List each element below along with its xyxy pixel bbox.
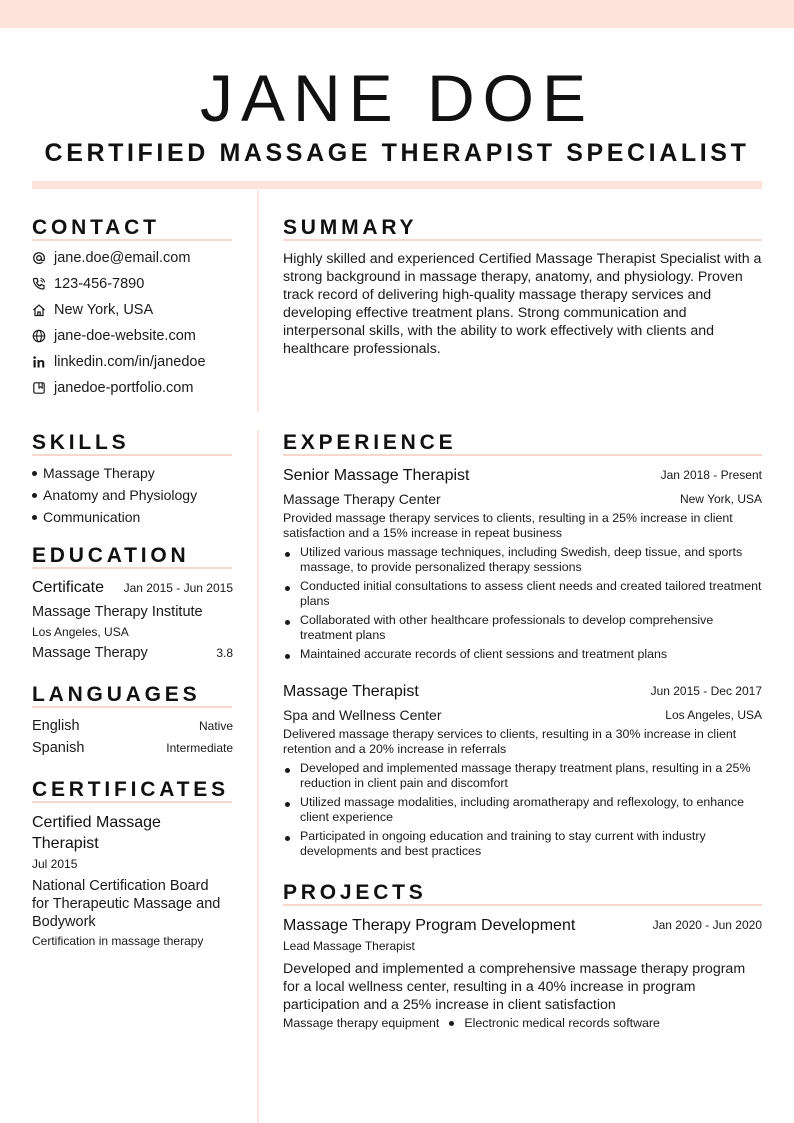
job-title: Massage Therapist bbox=[283, 683, 419, 700]
job-company: Massage Therapy Center bbox=[283, 491, 441, 507]
column-divider-top bbox=[257, 190, 259, 412]
job-bullet: Maintained accurate records of client sessions and treatment plans bbox=[283, 647, 763, 662]
education-location: Los Angeles, USA bbox=[32, 625, 129, 639]
job-company: Spa and Wellness Center bbox=[283, 707, 442, 723]
job-description: Provided massage therapy services to clients, resulting in a 25% increase in client satisfaction and a 15% increase in repeat business bbox=[283, 511, 733, 540]
contact-heading-rule bbox=[32, 239, 232, 241]
project-title: Massage Therapy Program Development bbox=[283, 917, 576, 934]
email-icon bbox=[32, 251, 46, 265]
candidate-name: JANE DOE bbox=[199, 61, 595, 135]
languages-heading: LANGUAGES bbox=[32, 683, 201, 706]
education-institution: Massage Therapy Institute bbox=[32, 604, 203, 620]
certificate-issuer-line2: for Therapeutic Massage and bbox=[32, 896, 221, 912]
contact-website-text: jane-doe-website.com bbox=[54, 328, 196, 344]
languages-heading-rule bbox=[32, 706, 232, 708]
summary-heading-rule bbox=[283, 239, 762, 241]
certificate-issuer-line3: Bodywork bbox=[32, 914, 96, 930]
job-title: Senior Massage Therapist bbox=[283, 467, 470, 484]
certificate-note: Certification in massage therapy bbox=[32, 934, 204, 948]
contact-linkedin-text: linkedin.com/in/janedoe bbox=[54, 354, 206, 370]
projects-heading-rule bbox=[283, 904, 762, 906]
skills-heading-rule bbox=[32, 454, 232, 456]
skill-item: Communication bbox=[32, 509, 140, 525]
job-location: Los Angeles, USA bbox=[665, 708, 762, 722]
job-dates: Jun 2015 - Dec 2017 bbox=[650, 684, 762, 698]
tool-separator bbox=[449, 1021, 454, 1026]
project-tools bbox=[283, 1016, 660, 1030]
certificates-heading: CERTIFICATES bbox=[32, 778, 229, 801]
job-bullet: Utilized various massage techniques, including Swedish, deep tissue, and sports massage, to provide personalized therapy sessions bbox=[283, 545, 763, 575]
contact-website[interactable] bbox=[32, 326, 196, 346]
education-heading: EDUCATION bbox=[32, 544, 190, 567]
language-level: Intermediate bbox=[166, 741, 233, 755]
project-tool: Massage therapy equipment bbox=[283, 1016, 440, 1030]
job-bullet: Participated in ongoing education and training to stay current with industry developments and best practices bbox=[283, 829, 763, 859]
education-gpa: 3.8 bbox=[216, 646, 233, 660]
summary-heading: SUMMARY bbox=[283, 216, 418, 239]
contact-location bbox=[32, 300, 153, 320]
certificate-date: Jul 2015 bbox=[32, 857, 78, 871]
experience-heading: EXPERIENCE bbox=[283, 431, 457, 454]
contact-email-text: jane.doe@email.com bbox=[54, 250, 191, 266]
language-name: English bbox=[32, 718, 80, 734]
language-level: Native bbox=[198, 719, 233, 733]
projects-heading: PROJECTS bbox=[283, 881, 427, 904]
phone-icon bbox=[32, 277, 46, 291]
job-description: Delivered massage therapy services to clients, resulting in a 30% increase in client retention and a 20% increase in referrals bbox=[283, 727, 737, 756]
certificate-name-line1: Certified Massage bbox=[32, 814, 161, 831]
project-dates: Jan 2020 - Jun 2020 bbox=[652, 918, 762, 932]
job-bullet: Utilized massage modalities, including aromatherapy and reflexology, to enhance client experience bbox=[283, 795, 763, 825]
portfolio-icon bbox=[32, 381, 46, 395]
project-description: Developed and implemented a comprehensive massage therapy program for a local wellness center, resulting in a 40% increase in program participation and a 25% increase in client satisfaction bbox=[283, 961, 746, 1013]
job-dates: Jan 2018 - Present bbox=[660, 468, 762, 482]
linkedin-icon bbox=[32, 355, 46, 369]
certificate-issuer-line1: National Certification Board bbox=[32, 878, 209, 894]
contact-portfolio[interactable] bbox=[32, 378, 193, 398]
education-heading-rule bbox=[32, 567, 232, 569]
certificate-name-line2: Therapist bbox=[32, 835, 99, 852]
skills-heading: SKILLS bbox=[32, 431, 130, 454]
column-divider-bottom bbox=[257, 430, 259, 1123]
job-bullet: Developed and implemented massage therapy treatment plans, resulting in a 25% reduction in client pain and discomfort bbox=[283, 761, 763, 791]
skill-item: Massage Therapy bbox=[32, 465, 155, 481]
contact-phone-text: 123-456-7890 bbox=[54, 276, 145, 292]
experience-heading-rule bbox=[283, 454, 762, 456]
project-tool: Electronic medical records software bbox=[464, 1016, 660, 1030]
contact-location-text: New York, USA bbox=[54, 302, 154, 318]
project-role: Lead Massage Therapist bbox=[283, 939, 415, 953]
home-icon bbox=[32, 303, 46, 317]
job-bullet: Conducted initial consultations to assess client needs and created tailored treatment plans bbox=[283, 579, 763, 609]
top-accent-band bbox=[0, 0, 794, 28]
candidate-title: CERTIFIED MASSAGE THERAPIST SPECIALIST bbox=[44, 139, 750, 167]
contact-portfolio-text: janedoe-portfolio.com bbox=[54, 380, 194, 396]
job-location: New York, USA bbox=[679, 492, 762, 506]
contact-heading: CONTACT bbox=[32, 216, 160, 239]
summary-text: Highly skilled and experienced Certified Massage Therapist Specialist with a strong background in massage therapy, anatomy, and physiology. Proven track record of delivering high-quality massage therapy services and developing effective treatment plans. Strong communication and interpersonal skills, with the ability to work effectively with clients and healthcare professionals. bbox=[283, 251, 762, 357]
education-dates: Jan 2015 - Jun 2015 bbox=[123, 581, 233, 595]
globe-icon bbox=[32, 329, 46, 343]
certificates-heading-rule bbox=[32, 801, 232, 803]
header-divider bbox=[32, 181, 762, 189]
skill-item: Anatomy and Physiology bbox=[32, 487, 197, 503]
education-field: Massage Therapy bbox=[32, 645, 148, 661]
job-bullet: Collaborated with other healthcare professionals to develop comprehensive treatment plans bbox=[283, 613, 763, 643]
language-name: Spanish bbox=[32, 740, 85, 756]
contact-email[interactable] bbox=[32, 248, 190, 268]
contact-linkedin[interactable] bbox=[32, 352, 206, 372]
contact-phone[interactable] bbox=[32, 274, 144, 294]
education-degree: Certificate bbox=[32, 579, 105, 596]
